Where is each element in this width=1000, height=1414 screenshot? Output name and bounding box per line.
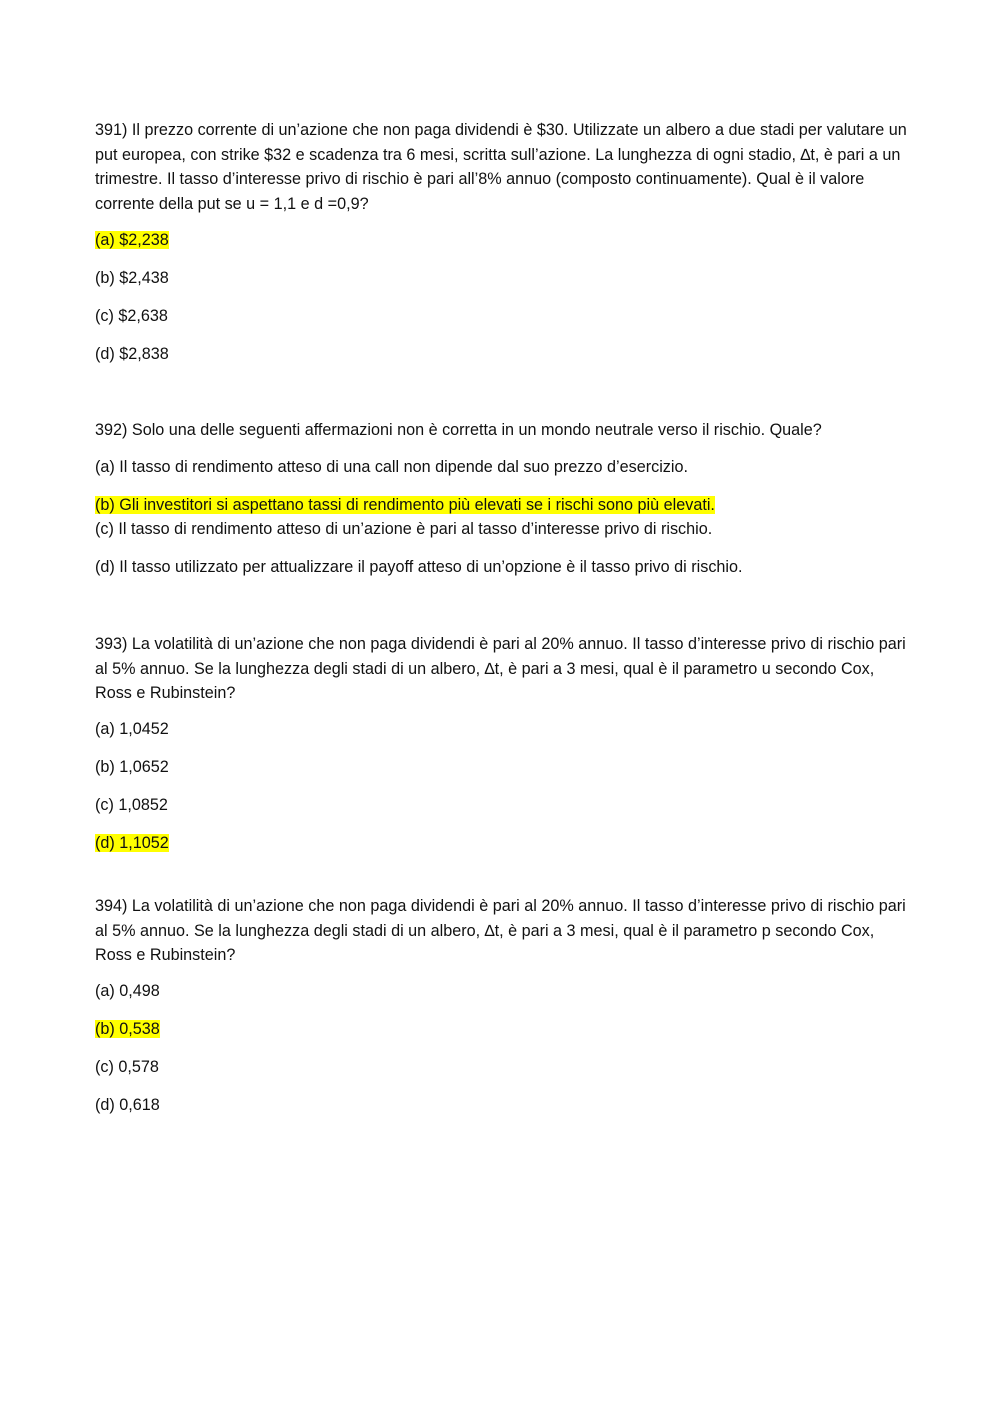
answer-option: (d) $2,838	[95, 345, 169, 363]
answer-option: (a) Il tasso di rendimento atteso di una call non dipende dal suo prezzo d’esercizio.	[95, 458, 688, 476]
highlighted-answer: (d) 1,1052	[95, 834, 169, 852]
answer-option: (d) 0,618	[95, 1096, 160, 1114]
answer-option	[95, 1018, 160, 1040]
question-391	[95, 118, 915, 216]
answer-option: (c) Il tasso di rendimento atteso di un’azione è pari al tasso d’interesse privo di rischio.	[95, 520, 713, 538]
answer-option	[95, 832, 169, 854]
answer-option: (a) 1,0452	[95, 720, 169, 738]
answer-option: (c) $2,638	[95, 307, 168, 325]
answer-option: (d) Il tasso utilizzato per attualizzare il payoff atteso di un’opzione è il tasso privo di rischio.	[95, 558, 743, 576]
question-text: 392) Solo una delle seguenti affermazioni non è corretta in un mondo neutrale verso il rischio. Quale?	[95, 421, 822, 439]
highlighted-answer: (b) 0,538	[95, 1020, 160, 1038]
answer-option	[95, 229, 169, 251]
answer-option: (c) 1,0852	[95, 796, 168, 814]
question-text: 394) La volatilità di un’azione che non paga dividendi è pari al 20% annuo. Il tasso d’interesse privo di rischio pari al 5% annuo. Se la lunghezza degli stadi di un albero, ∆t, è pari a 3 mesi, qual è il parametro p secondo Cox, Ross e Rubinstein?	[95, 897, 906, 964]
question-393	[95, 632, 915, 706]
question-392	[95, 418, 915, 443]
answer-option: (a) 0,498	[95, 982, 160, 1000]
answer-option	[95, 494, 715, 516]
answer-option: (b) $2,438	[95, 269, 169, 287]
question-text: 393) La volatilità di un’azione che non paga dividendi è pari al 20% annuo. Il tasso d’interesse privo di rischio pari al 5% annuo. Se la lunghezza degli stadi di un albero, ∆t, è pari a 3 mesi, qual è il parametro u secondo Cox, Ross e Rubinstein?	[95, 635, 906, 702]
answer-option: (b) 1,0652	[95, 758, 169, 776]
question-394	[95, 894, 915, 968]
answer-option: (c) 0,578	[95, 1058, 159, 1076]
highlighted-answer: (b) Gli investitori si aspettano tassi di rendimento più elevati se i rischi sono più elevati.	[95, 496, 715, 514]
highlighted-answer: (a) $2,238	[95, 231, 169, 249]
question-text: 391) Il prezzo corrente di un’azione che non paga dividendi è $30. Utilizzate un albero a due stadi per valutare un put europea, con strike $32 e scadenza tra 6 mesi, scritta sull’azione. La lunghezza di ogni stadio, ∆t, è pari a un trimestre. Il tasso d’interesse privo di rischio è pari all’8% annuo (composto continuamente). Qual è il valore corrente della put se u = 1,1 e d =0,9?	[95, 121, 907, 213]
